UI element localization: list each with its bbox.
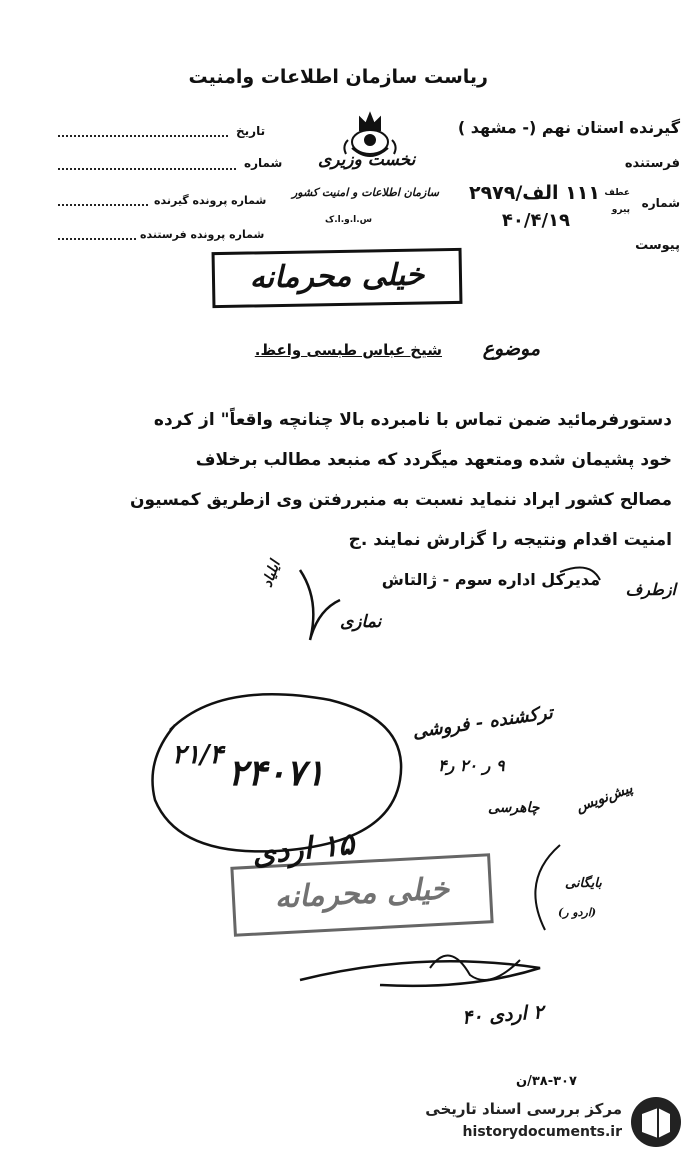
sender-label: فرستنده [624, 156, 680, 171]
lower-signature-date: ۲ اردی ۴۰ [461, 1001, 545, 1029]
watermark-title: مرکز بررسی اسناد تاریخی [425, 1100, 622, 1118]
side-note-1: پیش‌نویس [574, 780, 635, 816]
subject-label: موضوع [482, 338, 540, 360]
circled-number: ۲۴۰۷۱ [228, 752, 325, 794]
archive-logo-icon [628, 1094, 684, 1150]
body-line-1: دستورفرمائید ضمن تماس با نامبرده بالا چنانچه واقعاً" از کرده [153, 410, 672, 430]
stamp-date: ۱۵ اردی [250, 826, 356, 873]
body-line-3: مصالح کشور ایراد ننماید نسبت به منبررفتن وی ازطریق کمسیون [129, 490, 672, 510]
archive-code: ۳۸-۳۰۷/ن [516, 1074, 577, 1089]
side-note-3: (اردو ر) [558, 906, 597, 919]
classification-stamp-text: خیلی محرمانه [249, 257, 425, 296]
recipient-file-label: شماره پرونده گیرنده [154, 194, 267, 207]
sender-file-label: شماره پرونده فرستنده [140, 228, 265, 241]
emblem-title: نخست وزیری [318, 150, 416, 170]
number-label: شماره [641, 196, 680, 210]
organization-title: ریاست سازمان اطلاعات وامنیت [188, 66, 488, 88]
emblem-org: سازمان اطلاعات و امنیت کشور [292, 186, 439, 199]
date-label: تاریخ [236, 124, 266, 138]
signature-title: مدیرکل اداره سوم - ژالتاش [381, 570, 600, 589]
signature-initials: ازطرف [625, 580, 676, 599]
letter-date: ۴۰/۴/۱۹ [501, 210, 570, 231]
upper-note-3: چاهرسی [488, 800, 540, 816]
attachment-label: پیوست [635, 238, 680, 253]
subject-text: شیخ عباس طبسی واعظ. [254, 341, 442, 359]
body-line-4: امنیت اقدام ونتیجه را گزارش نمایند .ج [348, 530, 672, 550]
number-atf-label: عطف [604, 188, 630, 198]
recipient-line: گیرنده استان نهم (- مشهد ) [457, 118, 680, 137]
signature-side-note: ایلیاد [259, 558, 284, 590]
number-peyro-label: پیرو [611, 205, 630, 215]
body-line-2: خود پشیمان شده ومتعهد میگردد که منبعد مطالب برخلاف [195, 450, 672, 470]
upper-note-1: ترکشنده - فروشی [411, 702, 554, 743]
faded-stamp-text: خیلی محرمانه [273, 871, 451, 916]
watermark-url: historydocuments.ir [462, 1124, 622, 1140]
circled-note: ۲۱/۴ [172, 740, 224, 770]
letter-number: ۱۱۱ الف/۲۹۷۹ [468, 182, 600, 204]
emblem-code: س.ا.و.ا.ک [325, 215, 373, 225]
signature-handwritten-name: نمازی [340, 612, 382, 632]
watermark [420, 1094, 692, 1150]
upper-note-2: ۹ ر ۲۰ ر۴ [438, 756, 505, 775]
side-note-2: بایگانی [565, 876, 602, 891]
number-label-left: شماره [244, 156, 283, 170]
